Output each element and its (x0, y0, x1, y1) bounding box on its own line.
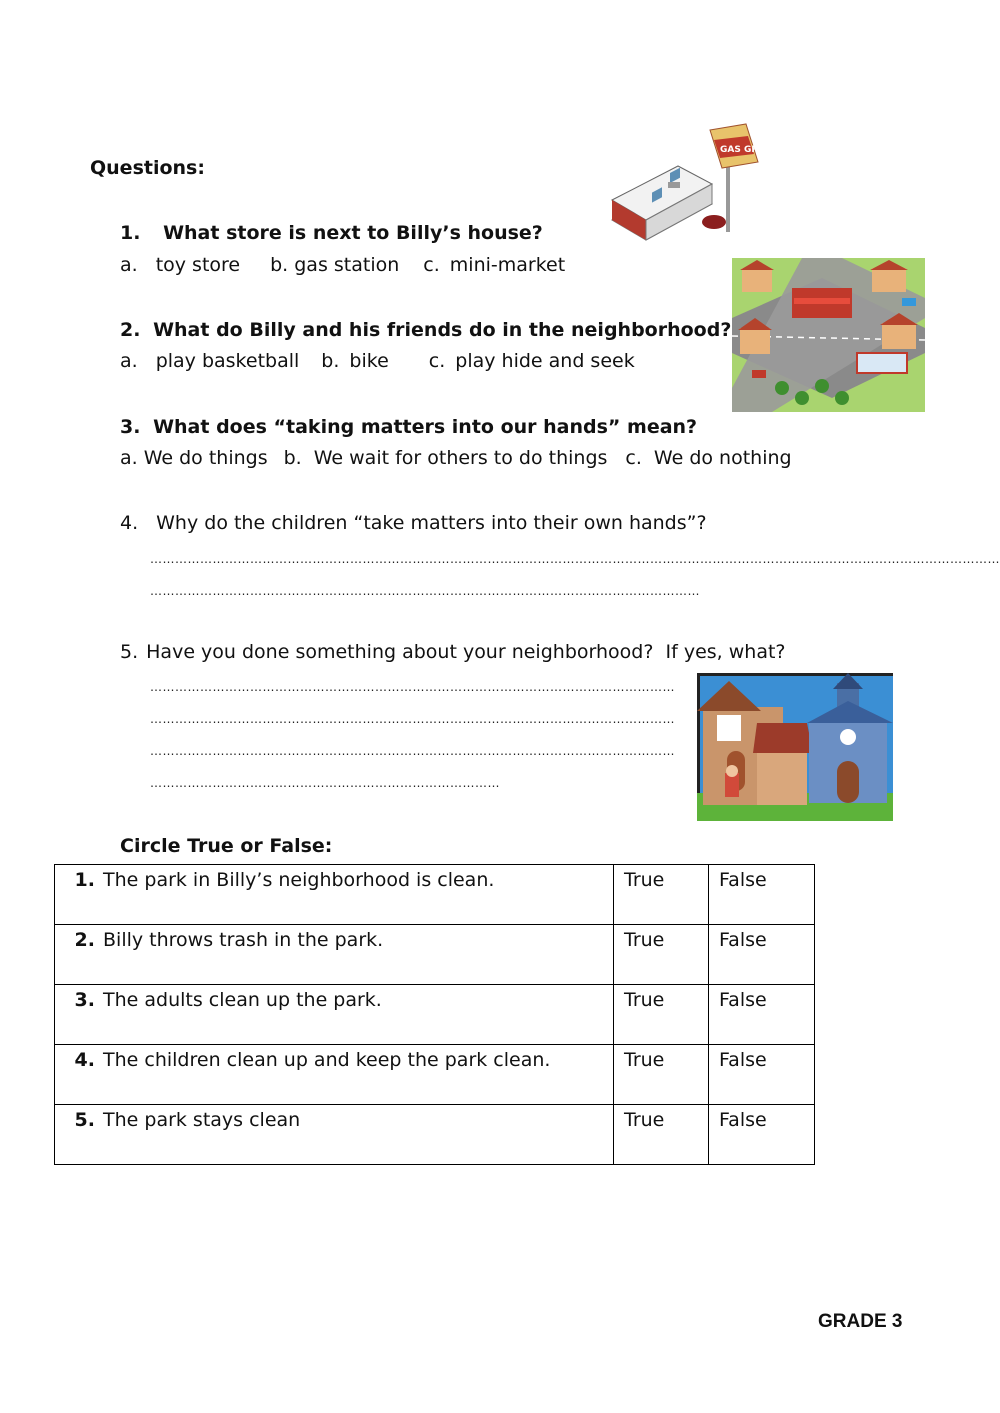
option-letter[interactable]: a. (120, 350, 138, 372)
true-false-table (54, 864, 815, 1165)
statement-text: The adults clean up the park. (103, 989, 382, 1011)
question-2-text: What do Billy and his friends do in the neighborhood? (153, 319, 732, 341)
question-5-number: 5. (120, 641, 139, 663)
statement-text: The park in Billy’s neighborhood is clean. (103, 869, 495, 891)
table-row (55, 925, 815, 985)
table-row (55, 865, 815, 925)
statement-text: The children clean up and keep the park clean. (103, 1049, 551, 1071)
question-3-text: What does “taking matters into our hands” mean? (153, 416, 698, 438)
answer-line[interactable]: ………………………………………………………………………… (150, 776, 500, 790)
answer-line[interactable]: ……………………………………………………………………………………………………………… (150, 712, 675, 726)
true-option[interactable]: True (614, 985, 709, 1045)
statement-cell (55, 1045, 614, 1105)
gas-sign-text: GAS GRUB (720, 145, 773, 155)
houses-illustration (697, 673, 893, 821)
question-2-number: 2. (120, 319, 141, 341)
question-3 (120, 416, 697, 438)
true-option[interactable]: True (614, 925, 709, 985)
statement-cell (55, 1105, 614, 1165)
true-option[interactable]: True (614, 1045, 709, 1105)
option[interactable]: bike (349, 350, 389, 372)
false-option[interactable]: False (709, 865, 815, 925)
statement-cell (55, 985, 614, 1045)
true-option[interactable]: True (614, 1105, 709, 1165)
question-1-number: 1. (120, 222, 141, 244)
question-2-options (120, 350, 635, 372)
option[interactable]: b. gas station (270, 254, 400, 276)
row-number: 5. (74, 1109, 95, 1131)
option-letter[interactable]: c. (423, 254, 440, 276)
questions-heading: Questions: (90, 157, 205, 179)
option[interactable]: play basketball (155, 350, 300, 372)
question-3-number: 3. (120, 416, 141, 438)
option-letter[interactable]: b. (283, 447, 302, 469)
table-row (55, 1105, 815, 1165)
option[interactable]: toy store (155, 254, 241, 276)
false-option[interactable]: False (709, 925, 815, 985)
option[interactable]: mini-market (449, 254, 566, 276)
table-row (55, 985, 815, 1045)
option[interactable]: a. We do things (120, 447, 268, 469)
question-4 (120, 512, 707, 534)
answer-line[interactable]: …………………………………………………………………………………………………………………………………………………………………………………… (150, 552, 1000, 566)
row-number: 4. (74, 1049, 95, 1071)
answer-line[interactable]: ……………………………………………………………………………………………………………… (150, 744, 675, 758)
false-option[interactable]: False (709, 1045, 815, 1105)
row-number: 1. (74, 869, 95, 891)
false-option[interactable]: False (709, 985, 815, 1045)
statement-text: The park stays clean (103, 1109, 301, 1131)
option[interactable]: play hide and seek (455, 350, 635, 372)
false-option[interactable]: False (709, 1105, 815, 1165)
option[interactable]: We do nothing (653, 447, 792, 469)
option-letter[interactable]: c. (625, 447, 642, 469)
question-5-text: Have you done something about your neighborhood? If yes, what? (146, 641, 786, 663)
true-option[interactable]: True (614, 865, 709, 925)
option-letter[interactable]: b. (321, 350, 340, 372)
neighborhood-map-illustration (732, 258, 925, 412)
question-4-number: 4. (120, 512, 139, 534)
question-5 (120, 641, 786, 663)
grade-label: GRADE 3 (818, 1311, 903, 1332)
question-1 (120, 222, 543, 244)
option-letter[interactable]: a. (120, 254, 138, 276)
option-letter[interactable]: c. (428, 350, 446, 372)
table-row (55, 1045, 815, 1105)
question-2 (120, 319, 731, 341)
question-3-options (120, 447, 792, 469)
gas-station-illustration (608, 122, 773, 250)
row-number: 2. (74, 929, 95, 951)
statement-cell (55, 925, 614, 985)
true-false-heading: Circle True or False: (120, 835, 333, 857)
question-1-text: What store is next to Billy’s house? (163, 222, 543, 244)
statement-cell (55, 865, 614, 925)
option[interactable]: We wait for others to do things (313, 447, 608, 469)
statement-text: Billy throws trash in the park. (103, 929, 384, 951)
question-1-options (120, 254, 565, 276)
question-4-text: Why do the children “take matters into their own hands”? (156, 512, 707, 534)
row-number: 3. (74, 989, 95, 1011)
answer-line[interactable]: …………………………………………………………………………………………………………………… (150, 584, 700, 598)
answer-line[interactable]: ……………………………………………………………………………………………………………… (150, 680, 675, 694)
